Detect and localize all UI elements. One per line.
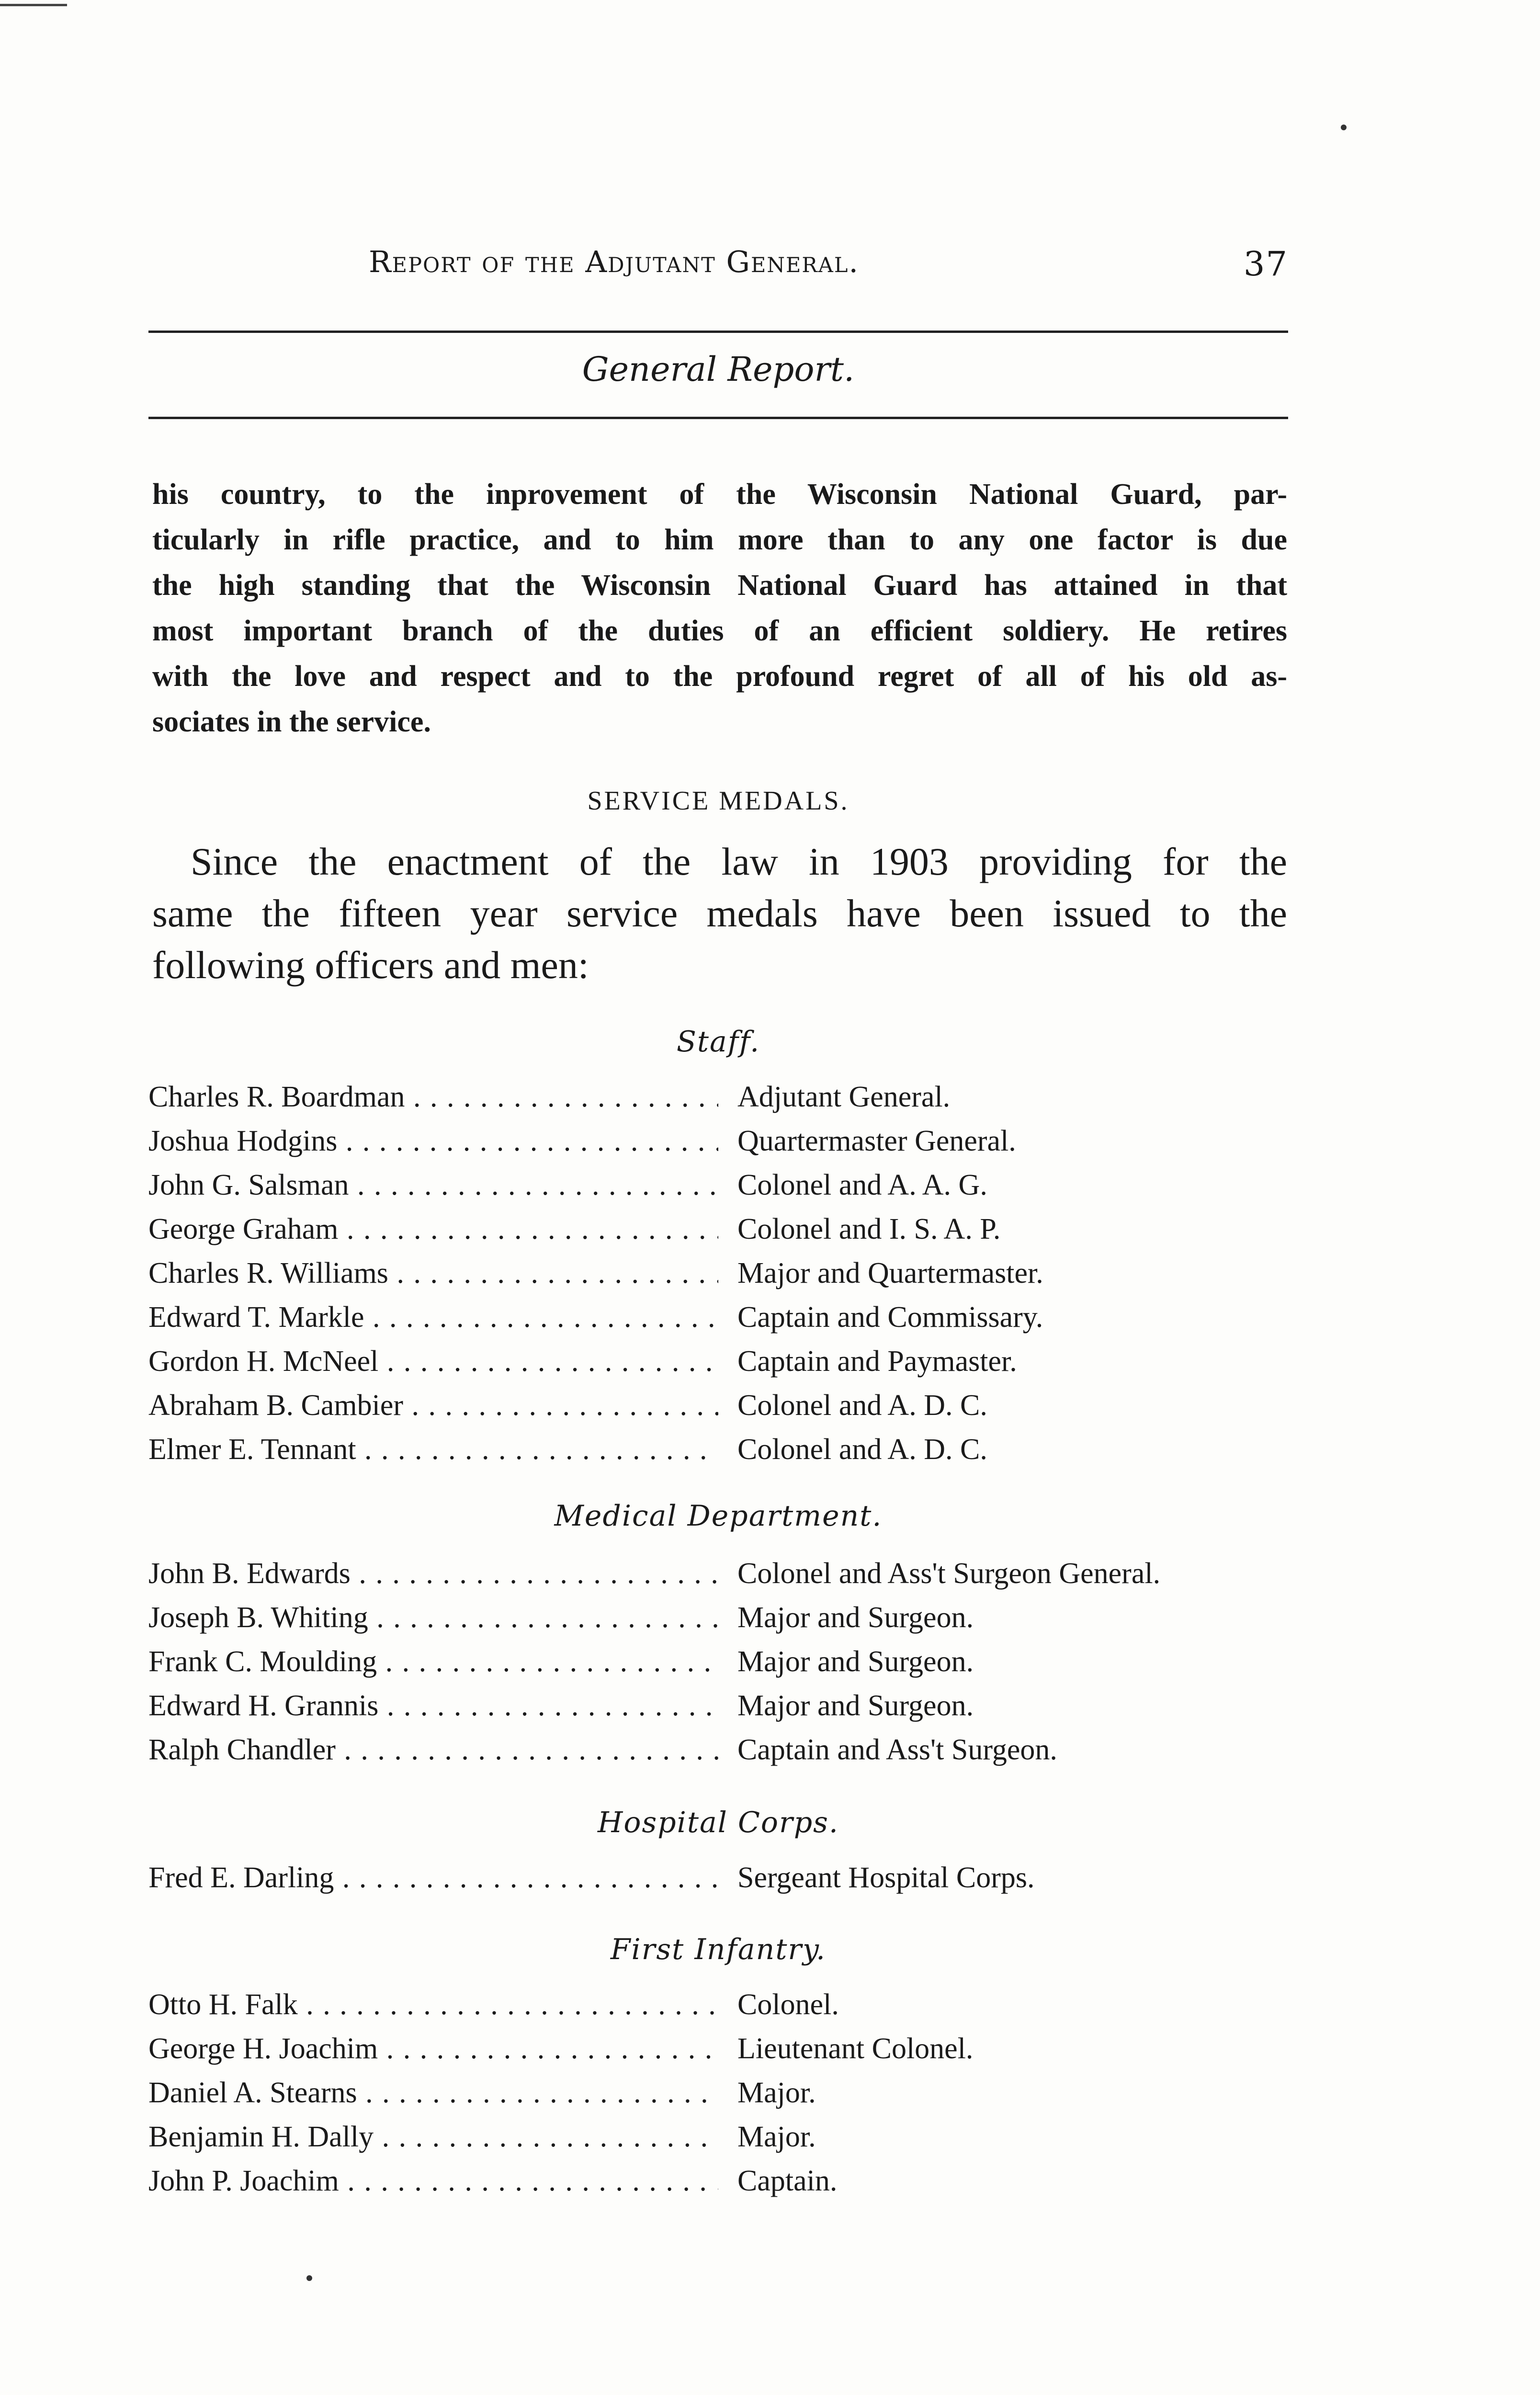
member-rank: Captain and Commissary. bbox=[737, 1301, 1043, 1334]
member-name: Charles R. Williams . . . bbox=[148, 1256, 718, 1290]
running-head bbox=[148, 230, 1288, 287]
member-rank: Sergeant Hospital Corps. bbox=[737, 1861, 1035, 1894]
group-heading-hospital: Hospital Corps. bbox=[598, 1806, 839, 1839]
member-rank: Major and Surgeon. bbox=[737, 1601, 974, 1634]
roster-row bbox=[148, 2164, 1298, 2208]
member-rank: Captain and Paymaster. bbox=[737, 1345, 1017, 1378]
roster-row bbox=[148, 1601, 1298, 1645]
roster-first-infantry bbox=[148, 1988, 1298, 2208]
member-name: Otto H. Falk . . . bbox=[148, 1988, 718, 2022]
page-number: 37 bbox=[1243, 244, 1288, 284]
report-title: Report of the Adjutant General. bbox=[369, 244, 860, 279]
member-rank: Colonel and A. D. C. bbox=[737, 1433, 987, 1466]
roster-row bbox=[148, 1345, 1298, 1389]
member-name: Charles R. Boardman . . . bbox=[148, 1080, 718, 1114]
member-rank: Major and Surgeon. bbox=[737, 1689, 974, 1722]
roster-row bbox=[148, 1733, 1298, 1777]
member-name: Gordon H. McNeel . . . bbox=[148, 1345, 718, 1379]
roster-row bbox=[148, 1300, 1298, 1345]
paragraph-line: following officers and men: bbox=[152, 943, 589, 987]
member-rank: Major and Quartermaster. bbox=[737, 1257, 1043, 1289]
section-title: General Report. bbox=[582, 350, 855, 389]
member-rank: Captain. bbox=[737, 2165, 838, 2197]
member-name: Frank C. Moulding . . . bbox=[148, 1645, 718, 1679]
roster-row bbox=[148, 1389, 1298, 1433]
member-name: Benjamin H. Dally . . . bbox=[148, 2120, 718, 2154]
roster-row bbox=[148, 1988, 1298, 2032]
ink-speck bbox=[306, 2275, 312, 2281]
roster-row bbox=[148, 1256, 1298, 1300]
member-rank: Major and Surgeon. bbox=[737, 1645, 974, 1678]
member-name: John B. Edwards . . . bbox=[148, 1557, 718, 1591]
member-rank: Major. bbox=[737, 2121, 816, 2153]
corner-rule bbox=[0, 4, 67, 6]
member-rank: Captain and Ass't Surgeon. bbox=[737, 1734, 1057, 1766]
member-rank: Lieutenant Colonel. bbox=[737, 2032, 974, 2065]
paragraph-line: Since the enactment of the law in 1903 providing for the bbox=[191, 840, 1287, 883]
member-name: Elmer E. Tennant . . . bbox=[148, 1433, 718, 1467]
member-name: Daniel A. Stearns . . . bbox=[148, 2076, 718, 2110]
member-rank: Colonel and A. D. C. bbox=[737, 1389, 987, 1422]
paragraph-line: sociates in the service. bbox=[152, 706, 431, 738]
paragraph-line: ticularly in rifle practice, and to him more than to any one factor is due bbox=[152, 524, 1287, 556]
member-name: Abraham B. Cambier . . . bbox=[148, 1389, 718, 1423]
roster-staff bbox=[148, 1080, 1298, 1477]
member-rank: Major. bbox=[737, 2076, 816, 2109]
intro-paragraph bbox=[152, 472, 1287, 745]
member-name: Edward T. Markle . . . bbox=[148, 1300, 718, 1334]
roster-row bbox=[148, 1168, 1298, 1212]
roster-row bbox=[148, 1861, 1298, 1905]
roster-row bbox=[148, 1080, 1298, 1124]
header-rule-top bbox=[148, 331, 1288, 333]
paragraph-line: his country, to the inprovement of the Wisconsin National Guard, par- bbox=[152, 478, 1287, 511]
header-rule-bottom bbox=[148, 417, 1288, 419]
roster-row bbox=[148, 2032, 1298, 2076]
service-medals-heading: SERVICE MEDALS. bbox=[587, 786, 849, 816]
member-rank: Adjutant General. bbox=[737, 1081, 951, 1113]
member-name: John G. Salsman . . . bbox=[148, 1168, 718, 1202]
member-rank: Colonel and Ass't Surgeon General. bbox=[737, 1557, 1161, 1590]
roster-row bbox=[148, 1212, 1298, 1256]
paragraph-line: with the love and respect and to the profound regret of all of his old as- bbox=[152, 660, 1287, 693]
medals-paragraph bbox=[152, 836, 1287, 991]
group-heading-first-infantry: First Infantry. bbox=[610, 1933, 827, 1966]
paragraph-line: most important branch of the duties of an efficient soldiery. He retires bbox=[152, 615, 1287, 647]
ink-speck bbox=[1341, 125, 1347, 130]
roster-row bbox=[148, 1124, 1298, 1168]
group-heading-medical: Medical Department. bbox=[554, 1499, 883, 1533]
roster-row bbox=[148, 1645, 1298, 1689]
member-rank: Colonel and A. A. G. bbox=[737, 1169, 987, 1201]
roster-row bbox=[148, 1557, 1298, 1601]
member-name: George H. Joachim . . . bbox=[148, 2032, 718, 2066]
roster-row bbox=[148, 2076, 1298, 2120]
member-name: Fred E. Darling . . . bbox=[148, 1861, 718, 1895]
roster-row bbox=[148, 2120, 1298, 2164]
member-name: Joseph B. Whiting . . . bbox=[148, 1601, 718, 1635]
member-name: Joshua Hodgins . . . bbox=[148, 1124, 718, 1158]
paragraph-line: the high standing that the Wisconsin National Guard has attained in that bbox=[152, 569, 1287, 602]
member-rank: Colonel and I. S. A. P. bbox=[737, 1213, 1001, 1245]
roster-medical bbox=[148, 1557, 1298, 1777]
member-name: Edward H. Grannis . . . bbox=[148, 1689, 718, 1723]
member-name: George Graham . . . bbox=[148, 1212, 718, 1246]
roster-row bbox=[148, 1689, 1298, 1733]
roster-hospital bbox=[148, 1861, 1298, 1905]
paragraph-line: same the fifteen year service medals have been issued to the bbox=[152, 891, 1287, 935]
member-rank: Colonel. bbox=[737, 1988, 839, 2021]
member-name: Ralph Chandler . . . bbox=[148, 1733, 718, 1767]
group-heading-staff: Staff. bbox=[676, 1025, 760, 1059]
member-rank: Quartermaster General. bbox=[737, 1125, 1016, 1157]
member-name: John P. Joachim . . . bbox=[148, 2164, 718, 2198]
roster-row bbox=[148, 1433, 1298, 1477]
